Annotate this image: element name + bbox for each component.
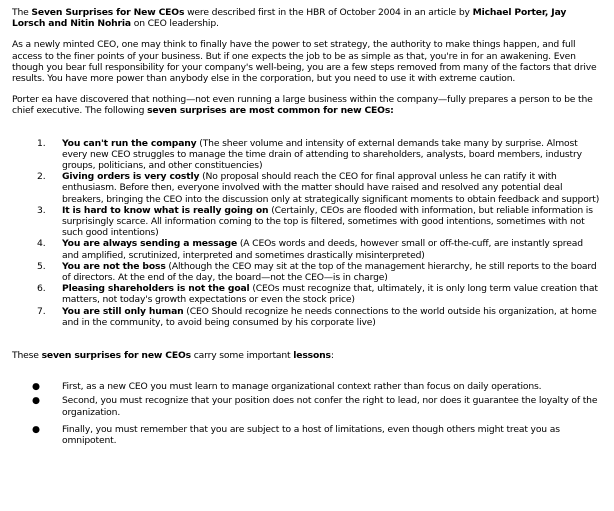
porter-paragraph — [12, 94, 602, 116]
item-number: 1. — [37, 137, 46, 149]
surprise-detail: (No proposal should reach the CEO for final approval unless he can ratify it with enthusiasm. Before then, everyone involved with the matter should have raised and resolved any potential deal breakers, bringing the CEO into the discussion only at strategically significant moments to obtain feedback and support) — [62, 171, 600, 205]
lessons-text: : — [330, 350, 334, 362]
item-number: 5. — [37, 260, 46, 272]
item-number: 4. — [37, 238, 46, 250]
lessons-bold: seven surprises for new CEOs — [41, 350, 191, 362]
surprise-item — [37, 238, 602, 261]
intro-text: on CEO leadership. — [130, 18, 219, 30]
lesson-text: Second, you must recognize that your position does not confer the right to lead, nor does it guarantee the loyalty of the organization. — [62, 395, 598, 418]
surprise-title: You are not the boss — [62, 260, 166, 272]
lessons-intro-paragraph — [12, 350, 602, 361]
surprise-title: It is hard to know what is really going on — [62, 204, 269, 216]
surprise-title: You are always sending a message — [62, 238, 238, 250]
surprise-item — [37, 137, 602, 172]
porter-bold: seven surprises are most common for new CEOs: — [147, 105, 394, 117]
lesson-item — [32, 381, 602, 393]
lessons-bold: lessons — [293, 350, 331, 362]
intro-bold-title: Seven Surprises for New CEOs — [31, 7, 185, 18]
surprise-item — [37, 283, 602, 306]
surprise-title: You are still only human — [62, 305, 184, 317]
surprise-detail: (The sheer volume and intensity of external demands take many by surprise. Almost every new CEO struggles to manage the time drain of attending to shareholders, analysts, board members, industry groups, politicians, and other constituencies) — [62, 137, 582, 172]
intro-paragraph — [12, 7, 602, 29]
surprise-item — [37, 305, 602, 328]
lesson-item — [32, 423, 602, 447]
item-number: 6. — [37, 283, 46, 295]
surprise-title: Pleasing shareholders is not the goal — [62, 283, 250, 295]
lessons-text: carry some important — [190, 350, 294, 362]
surprises-list — [12, 138, 602, 328]
surprise-detail: (CEO Should recognize he needs connections to the world outside his organization, at home and in the community, to avoid being consumed by his corporate live) — [62, 305, 597, 328]
porter-text: Porter ea have discovered that nothing—not even running a large business within the company—fully prepares a person to be the chief executive. The following — [12, 94, 593, 117]
surprise-title: You can't run the company — [62, 137, 197, 149]
lessons-text: These — [12, 350, 42, 362]
surprise-detail: (CEOs must recognize that, ultimately, it is only long term value creation that matters, not today's growth expectations or even the stock price) — [62, 283, 598, 306]
intro-text: were described first in the HBR of October 2004 in an article by — [184, 7, 473, 18]
surprise-item — [37, 260, 602, 284]
ceo-paragraph: As a newly minted CEO, one may think to finally have the power to set strategy, the authority to make things happen, and full access to the finer points of your business. But if one expects the job to be as simple as that, you're in for an awakening. Even though you bear full responsibility for your company's well-being, you are a few steps removed from many of the factors that drive results. You have more power than anybody else in the corporation, but you need to use it with extreme caution. — [12, 39, 597, 85]
intro-text: The — [12, 7, 32, 18]
surprise-detail: (Although the CEO may sit at the top of the management hierarchy, he still reports to the board of directors. At the end of the day, the board—not the CEO—is in charge) — [62, 260, 597, 284]
lesson-text: First, as a new CEO you must learn to manage organizational context rather than focus on daily operations. — [62, 381, 542, 393]
bullet-icon: ● — [32, 395, 40, 407]
surprise-item — [37, 204, 602, 239]
lesson-text: Finally, you must remember that you are subject to a host of limitations, even though others might treat you as omnipotent. — [62, 423, 560, 447]
surprise-detail: (Certainly, CEOs are flooded with information, but reliable information is surprisingly scarce. All information coming to the top is filtered, sometimes with good intentions, sometimes with not such good intentions) — [62, 204, 593, 239]
item-number: 7. — [37, 305, 46, 317]
lessons-list — [12, 381, 602, 446]
item-number: 2. — [37, 171, 46, 183]
bullet-icon: ● — [32, 381, 40, 393]
bullet-icon: ● — [32, 423, 40, 435]
surprise-title: Giving orders is very costly — [62, 171, 200, 183]
surprise-item — [37, 171, 602, 205]
surprise-detail: (A CEOs words and deeds, however small or off-the-cuff, are instantly spread and amplified, scrutinized, interpreted and sometimes drastically misinterpreted) — [62, 238, 583, 261]
item-number: 3. — [37, 204, 46, 216]
lesson-item — [32, 395, 602, 418]
intro-authors: Michael Porter, Jay Lorsch and Nitin Nohria — [12, 7, 567, 30]
